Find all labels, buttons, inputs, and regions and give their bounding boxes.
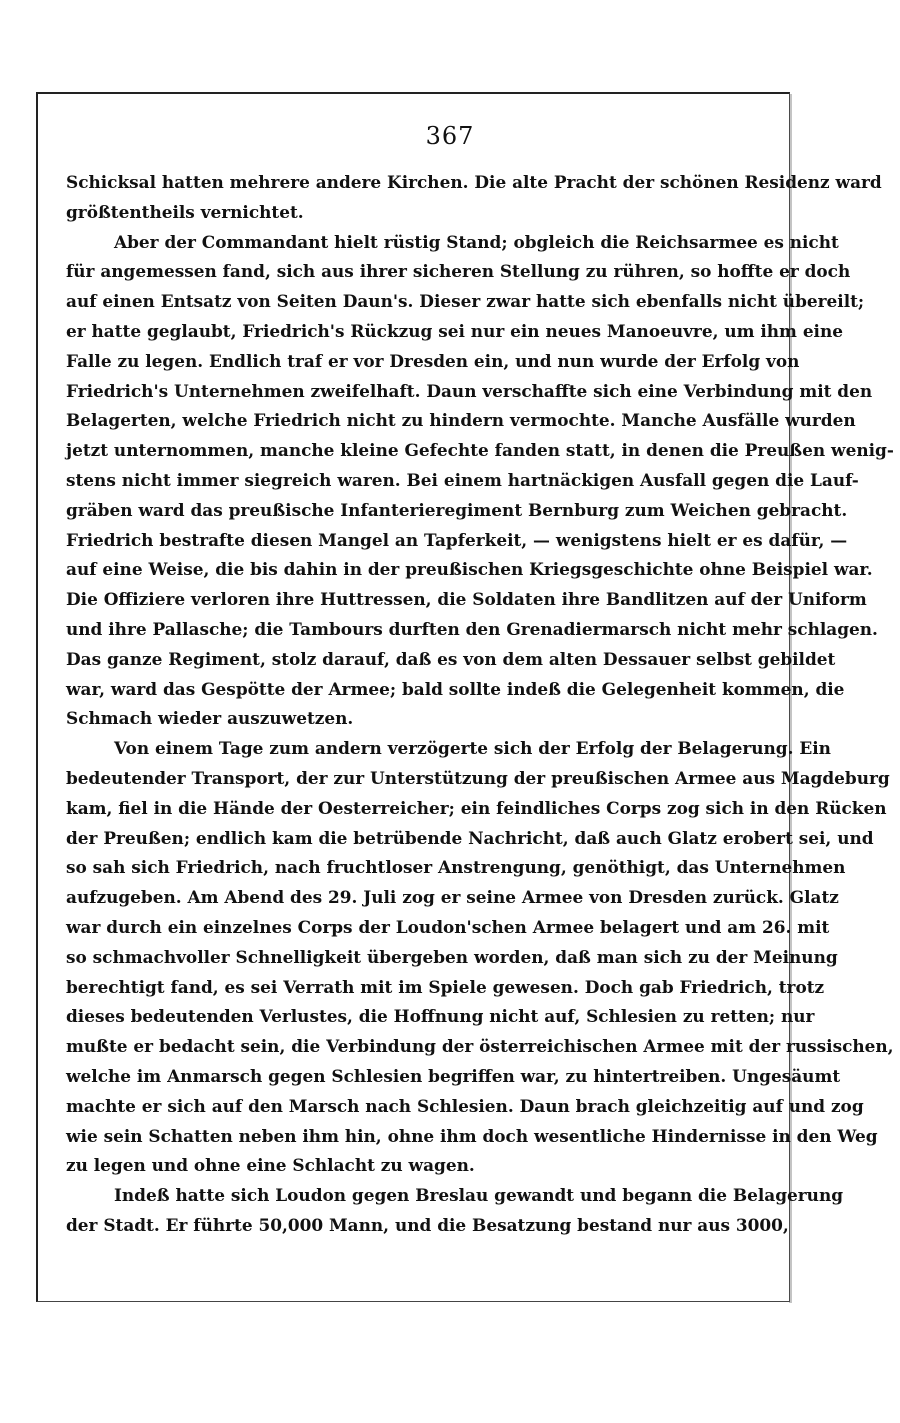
text-line: welche im Anmarsch gegen Schlesien begriffen war, zu hintertreiben. Ungesäumt (66, 1065, 841, 1086)
text-line: Schicksal hatten mehrere andere Kirchen. Die alte Pracht der schönen Residenz ward (66, 172, 882, 192)
text-line: dieses bedeutenden Verlustes, die Hoffnung nicht auf, Schlesien zu retten; nur (66, 1006, 815, 1027)
text-line: für angemessen fand, sich aus ihrer sicheren Stellung zu rühren, so hoffte er doch (66, 261, 851, 282)
text-line: war, ward das Gespötte der Armee; bald sollte indeß die Gelegenheit kommen, die (66, 678, 845, 699)
text-line: Schmach wieder auszuwetzen. (66, 708, 354, 729)
text-line: auf einen Entsatz von Seiten Daun's. Dieser zwar hatte sich ebenfalls nicht übereilt; (66, 291, 865, 312)
text-line: der Stadt. Er führte 50,000 Mann, und die Besatzung bestand nur aus 3000, (66, 1214, 789, 1235)
text-line: wie sein Schatten neben ihm hin, ohne ihm doch wesentliche Hindernisse in den Weg (66, 1125, 878, 1146)
text-line: gräben ward das preußische Infanterieregiment Bernburg zum Weichen gebracht. (66, 499, 848, 520)
text-line: war durch ein einzelnes Corps der Loudon'schen Armee belagert und am 26. mit (66, 916, 830, 937)
text-line: kam, fiel in die Hände der Oesterreicher; ein feindliches Corps zog sich in den Rücken (66, 797, 887, 818)
text-line: machte er sich auf den Marsch nach Schlesien. Daun brach gleichzeitig auf und zog (66, 1095, 864, 1116)
page-number: 367 (425, 122, 475, 150)
text-line: Indeß hatte sich Loudon gegen Breslau gewandt und begann die Belagerung (114, 1185, 844, 1206)
text-line: auf eine Weise, die bis dahin in der preußischen Kriegsgeschichte ohne Beispiel war. (66, 559, 873, 580)
text-line: und ihre Pallasche; die Tambours durften den Grenadiermarsch nicht mehr schlagen. (66, 618, 878, 639)
text-line: Belagerten, welche Friedrich nicht zu hindern vermochte. Manche Ausfälle wurden (66, 410, 856, 431)
text-line: berechtigt fand, es sei Verrath mit im Spiele gewesen. Doch gab Friedrich, trotz (66, 976, 825, 997)
text-line: Friedrich bestrafte diesen Mangel an Tapferkeit, — wenigstens hielt er es dafür, — (66, 529, 848, 550)
text-line: bedeutender Transport, der zur Unterstützung der preußischen Armee aus Magdeburg (66, 767, 890, 788)
text-line: zu legen und ohne eine Schlacht zu wagen. (66, 1155, 475, 1176)
text-line: Das ganze Regiment, stolz darauf, daß es von dem alten Dessauer selbst gebildet (66, 648, 836, 669)
text-line: mußte er bedacht sein, die Verbindung der österreichischen Armee mit der russischen, (66, 1036, 894, 1057)
text-line: so schmachvoller Schnelligkeit übergeben worden, daß man sich zu der Meinung (66, 946, 838, 967)
text-line: der Preußen; endlich kam die betrübende Nachricht, daß auch Glatz erobert sei, und (66, 827, 874, 848)
text-line: Friedrich's Unternehmen zweifelhaft. Daun verschaffte sich eine Verbindung mit den (66, 380, 873, 401)
text-line: stens nicht immer siegreich waren. Bei einem hartnäckigen Ausfall gegen die Lauf- (66, 469, 859, 490)
body-text (66, 168, 894, 1241)
text-line: Falle zu legen. Endlich traf er vor Dresden ein, und nun wurde der Erfolg von (66, 350, 800, 371)
text-line: er hatte geglaubt, Friedrich's Rückzug sei nur ein neues Manoeuvre, um ihm eine (66, 320, 844, 341)
text-line: jetzt unternommen, manche kleine Gefechte fanden statt, in denen die Preußen wenig- (66, 440, 894, 461)
text-line: größtentheils vernichtet. (66, 201, 304, 222)
text-line: so sah sich Friedrich, nach fruchtloser Anstrengung, genöthigt, das Unternehmen (66, 857, 846, 878)
text-line: Von einem Tage zum andern verzögerte sich der Erfolg der Belagerung. Ein (114, 738, 831, 759)
text-line: aufzugeben. Am Abend des 29. Juli zog er seine Armee von Dresden zurück. Glatz (66, 887, 839, 908)
text-line: Aber der Commandant hielt rüstig Stand; obgleich die Reichsarmee es nicht (114, 231, 839, 252)
text-line: Die Offiziere verloren ihre Huttressen, die Soldaten ihre Bandlitzen auf der Uniform (66, 589, 867, 610)
